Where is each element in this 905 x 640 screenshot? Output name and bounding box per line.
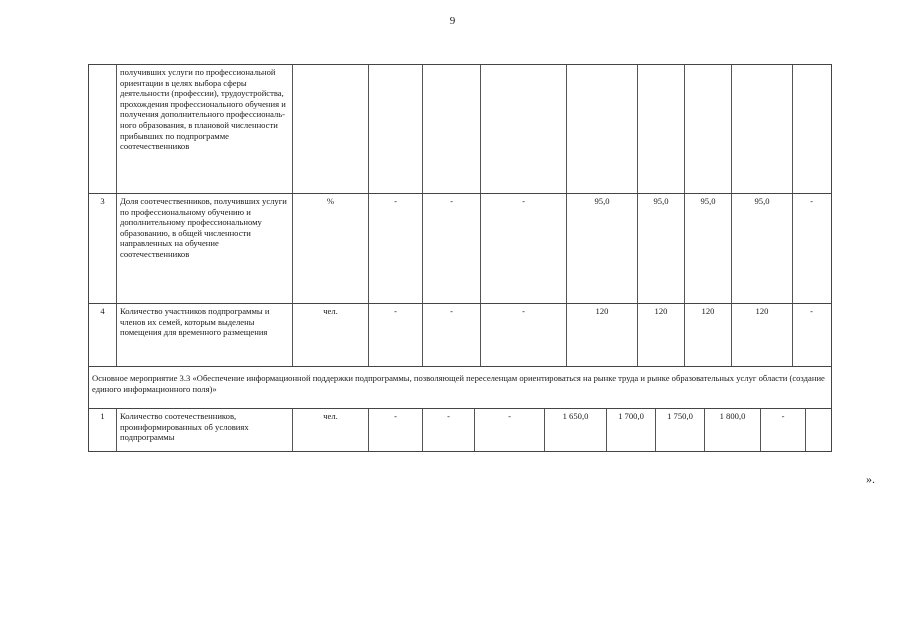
value-cell xyxy=(637,65,684,193)
row-number: 4 xyxy=(100,306,105,316)
value-cell: - xyxy=(422,409,474,451)
value-cell: - xyxy=(422,304,480,366)
value-cell xyxy=(805,409,830,451)
value-cell: - xyxy=(368,304,422,366)
value-cell: 120 xyxy=(731,304,792,366)
table-row xyxy=(88,194,832,304)
value-cell xyxy=(566,65,637,193)
unit-cell: % xyxy=(292,194,368,303)
value-cell xyxy=(731,65,792,193)
value-cell xyxy=(792,65,830,193)
indicator-name: Количество соотечественников, проинформированных об условиях подпрограммы xyxy=(116,409,292,451)
value-cell: - xyxy=(480,194,566,303)
value-cell: 95,0 xyxy=(637,194,684,303)
section-heading-row xyxy=(88,367,832,409)
table-row xyxy=(88,304,832,367)
unit-cell xyxy=(292,65,368,193)
value-cell xyxy=(684,65,731,193)
value-cell: - xyxy=(474,409,544,451)
value-cell: 120 xyxy=(566,304,637,366)
value-cell: 95,0 xyxy=(684,194,731,303)
value-cell: 1 800,0 xyxy=(704,409,760,451)
value-cell: 1 650,0 xyxy=(544,409,606,451)
value-cell: 120 xyxy=(684,304,731,366)
value-cell xyxy=(480,65,566,193)
row-number: 1 xyxy=(100,411,105,421)
closing-quote: ». xyxy=(866,472,875,486)
value-cell: - xyxy=(368,194,422,303)
value-cell: - xyxy=(760,409,805,451)
table-row xyxy=(88,409,832,452)
indicator-name: Доля соотечественников, получивших услуги по профессиональному обучению и дополнительному профессиональному образованию, в общей численности направленных на обучение соотечественников xyxy=(116,194,292,303)
indicators-table xyxy=(88,64,832,452)
value-cell: - xyxy=(792,304,830,366)
unit-cell: чел. xyxy=(292,304,368,366)
value-cell: 1 700,0 xyxy=(606,409,655,451)
row-number xyxy=(89,65,116,193)
value-cell: 95,0 xyxy=(566,194,637,303)
unit-cell: чел. xyxy=(292,409,368,451)
value-cell: 95,0 xyxy=(731,194,792,303)
page-number: 9 xyxy=(449,15,456,27)
value-cell: 1 750,0 xyxy=(655,409,704,451)
value-cell: - xyxy=(368,409,422,451)
section-heading: Основное мероприятие 3.3 «Обеспечение информационной поддержки подпрограммы, позволяющей переселенцам ориентироваться на рынке труда и рынке образовательных услуг области (создание единого информационного поля)» xyxy=(92,373,825,394)
value-cell xyxy=(422,65,480,193)
value-cell: - xyxy=(792,194,830,303)
value-cell: 120 xyxy=(637,304,684,366)
value-cell: - xyxy=(422,194,480,303)
indicator-name: получивших услуги по профессиональной ориентации в целях выбора сферы деятельности (профессии), трудоустройства, прохождения профессионального обучения и получения дополнительного профессиональ-ного образования, в плановой численности прибывших по подпрограмме соотечественников xyxy=(116,65,292,193)
row-number: 3 xyxy=(100,196,105,206)
value-cell xyxy=(368,65,422,193)
indicator-name: Количество участников подпрограммы и членов их семей, которым выделены помещения для временного размещения xyxy=(116,304,292,366)
value-cell: - xyxy=(480,304,566,366)
table-row xyxy=(88,64,832,194)
